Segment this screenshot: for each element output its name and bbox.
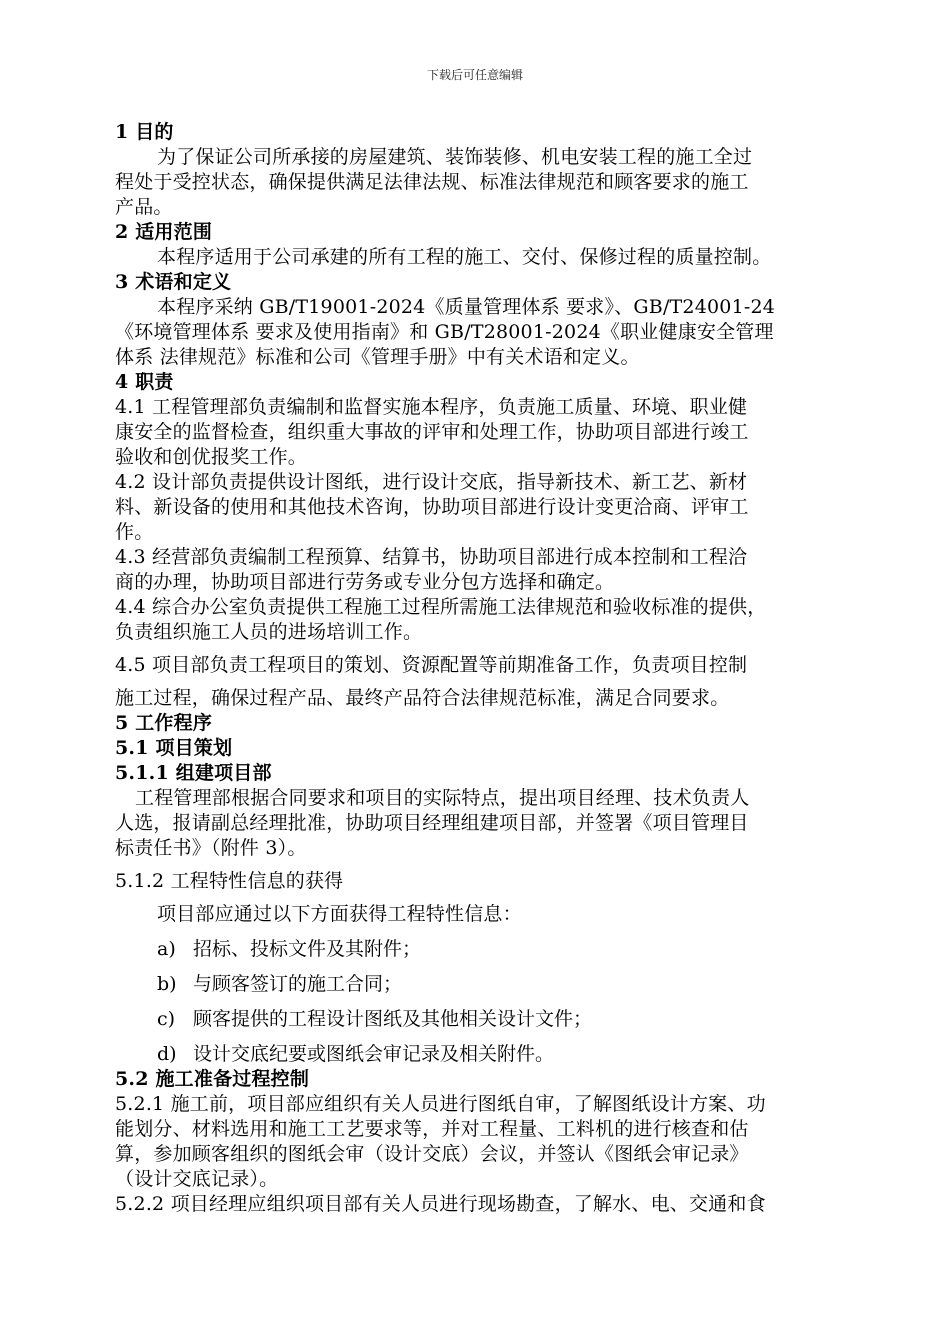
paragraph-line: 商的办理，协助项目部进行劳务或专业分包方选择和确定。 (115, 571, 615, 593)
paragraph-line: 4.2 设计部负责提供设计图纸，进行设计交底，指导新技术、新工艺、新材 (115, 471, 748, 493)
paragraph-line: 项目部应通过以下方面获得工程特性信息： (157, 903, 522, 925)
list-item (115, 972, 875, 997)
section-heading: 5.2 施工准备过程控制 (115, 1068, 310, 1090)
list-item-text: 顾客提供的工程设计图纸及其他相关设计文件； (193, 1008, 593, 1030)
list-item-text: 与顾客签订的施工合同； (193, 973, 403, 995)
paragraph-line: 能划分、材料选用和施工工艺要求等，并对工程量、工料机的进行核查和估 (115, 1118, 749, 1140)
section-heading: 3 术语和定义 (115, 271, 232, 293)
list-marker: a) (157, 938, 176, 960)
paragraph-line: 算，参加顾客组织的图纸会审（设计交底）会议，并签认《图纸会审记录》 (115, 1143, 749, 1165)
document-body (115, 120, 875, 1217)
paragraph-line: 体系 法律规范》标准和公司《管理手册》中有关术语和定义。 (115, 346, 640, 368)
document-lines-tail (115, 1067, 875, 1217)
paragraph-line: 5.2.2 项目经理应组织项目部有关人员进行现场勘查，了解水、电、交通和食 (115, 1193, 766, 1215)
list-item-text: 设计交底纪要或图纸会审记录及相关附件。 (193, 1043, 555, 1065)
paragraph-line: 负责组织施工人员的进场培训工作。 (115, 621, 423, 643)
section-heading: 5.1 项目策划 (115, 737, 233, 759)
paragraph-line: （设计交底记录）。 (115, 1168, 279, 1190)
paragraph-line: 4.5 项目部负责工程项目的策划、资源配置等前期准备工作，负责项目控制 (115, 654, 748, 676)
paragraph-line: 4.4 综合办公室负责提供工程施工过程所需施工法律规范和验收标准的提供， (115, 596, 767, 618)
section-heading: 1 目的 (115, 121, 174, 143)
paragraph-line: 4.3 经营部负责编制工程预算、结算书，协助项目部进行成本控制和工程洽 (115, 546, 748, 568)
paragraph-line: 人选，报请副总经理批准，协助项目经理组建项目部，并签署《项目管理目 (115, 812, 749, 834)
section-heading: 4 职责 (115, 371, 174, 393)
paragraph-line: 为了保证公司所承接的房屋建筑、装饰装修、机电安装工程的施工全过 (157, 146, 753, 168)
paragraph-line: 本程序采纳 GB/T19001-2024《质量管理体系 要求》、GB/T24001-24 (157, 296, 776, 318)
list-marker: b) (157, 973, 177, 995)
paragraph-line: 标责任书》（附件 3）。 (115, 837, 307, 859)
list-item (115, 937, 875, 962)
page-header: 下载后可任意编辑 (426, 68, 523, 82)
paragraph-line: 5.2.1 施工前，项目部应组织有关人员进行图纸自审，了解图纸设计方案、功 (115, 1093, 766, 1115)
list-item (115, 1007, 875, 1032)
list-marker: d) (157, 1043, 177, 1065)
paragraph-line: 康安全的监督检查，组织重大事故的评审和处理工作，协助项目部进行竣工 (115, 421, 749, 443)
list-item-text: 招标、投标文件及其附件； (193, 938, 422, 960)
paragraph-line: 验收和创优报奖工作。 (115, 446, 308, 468)
list-item (115, 1042, 875, 1067)
info-source-list (115, 937, 875, 1067)
paragraph-line: 5.1.2 工程特性信息的获得 (115, 870, 344, 892)
paragraph-line: 施工过程，确保过程产品、最终产品符合法律规范标准，满足合同要求。 (115, 687, 730, 709)
section-heading: 5 工作程序 (115, 712, 213, 734)
document-lines (115, 120, 875, 927)
section-heading: 5.1.1 组建项目部 (115, 762, 272, 784)
paragraph-line: 《环境管理体系 要求及使用指南》和 GB/T28001-2024《职业健康安全管理 (115, 321, 774, 343)
section-heading: 2 适用范围 (115, 221, 213, 243)
paragraph-line: 4.1 工程管理部负责编制和监督实施本程序，负责施工质量、环境、职业健 (115, 396, 748, 418)
paragraph-line: 程处于受控状态，确保提供满足法律法规、标准法律规范和顾客要求的施工 (115, 171, 749, 193)
list-marker: c) (157, 1008, 176, 1030)
paragraph-line: 作。 (115, 521, 154, 543)
paragraph-line: 产品。 (115, 196, 173, 218)
paragraph-line: 料、新设备的使用和其他技术咨询，协助项目部进行设计变更洽商、评审工 (115, 496, 749, 518)
paragraph-line: 本程序适用于公司承建的所有工程的施工、交付、保修过程的质量控制。 (157, 246, 772, 268)
paragraph-line: 工程管理部根据合同要求和项目的实际特点，提出项目经理、技术负责人 (135, 787, 750, 809)
